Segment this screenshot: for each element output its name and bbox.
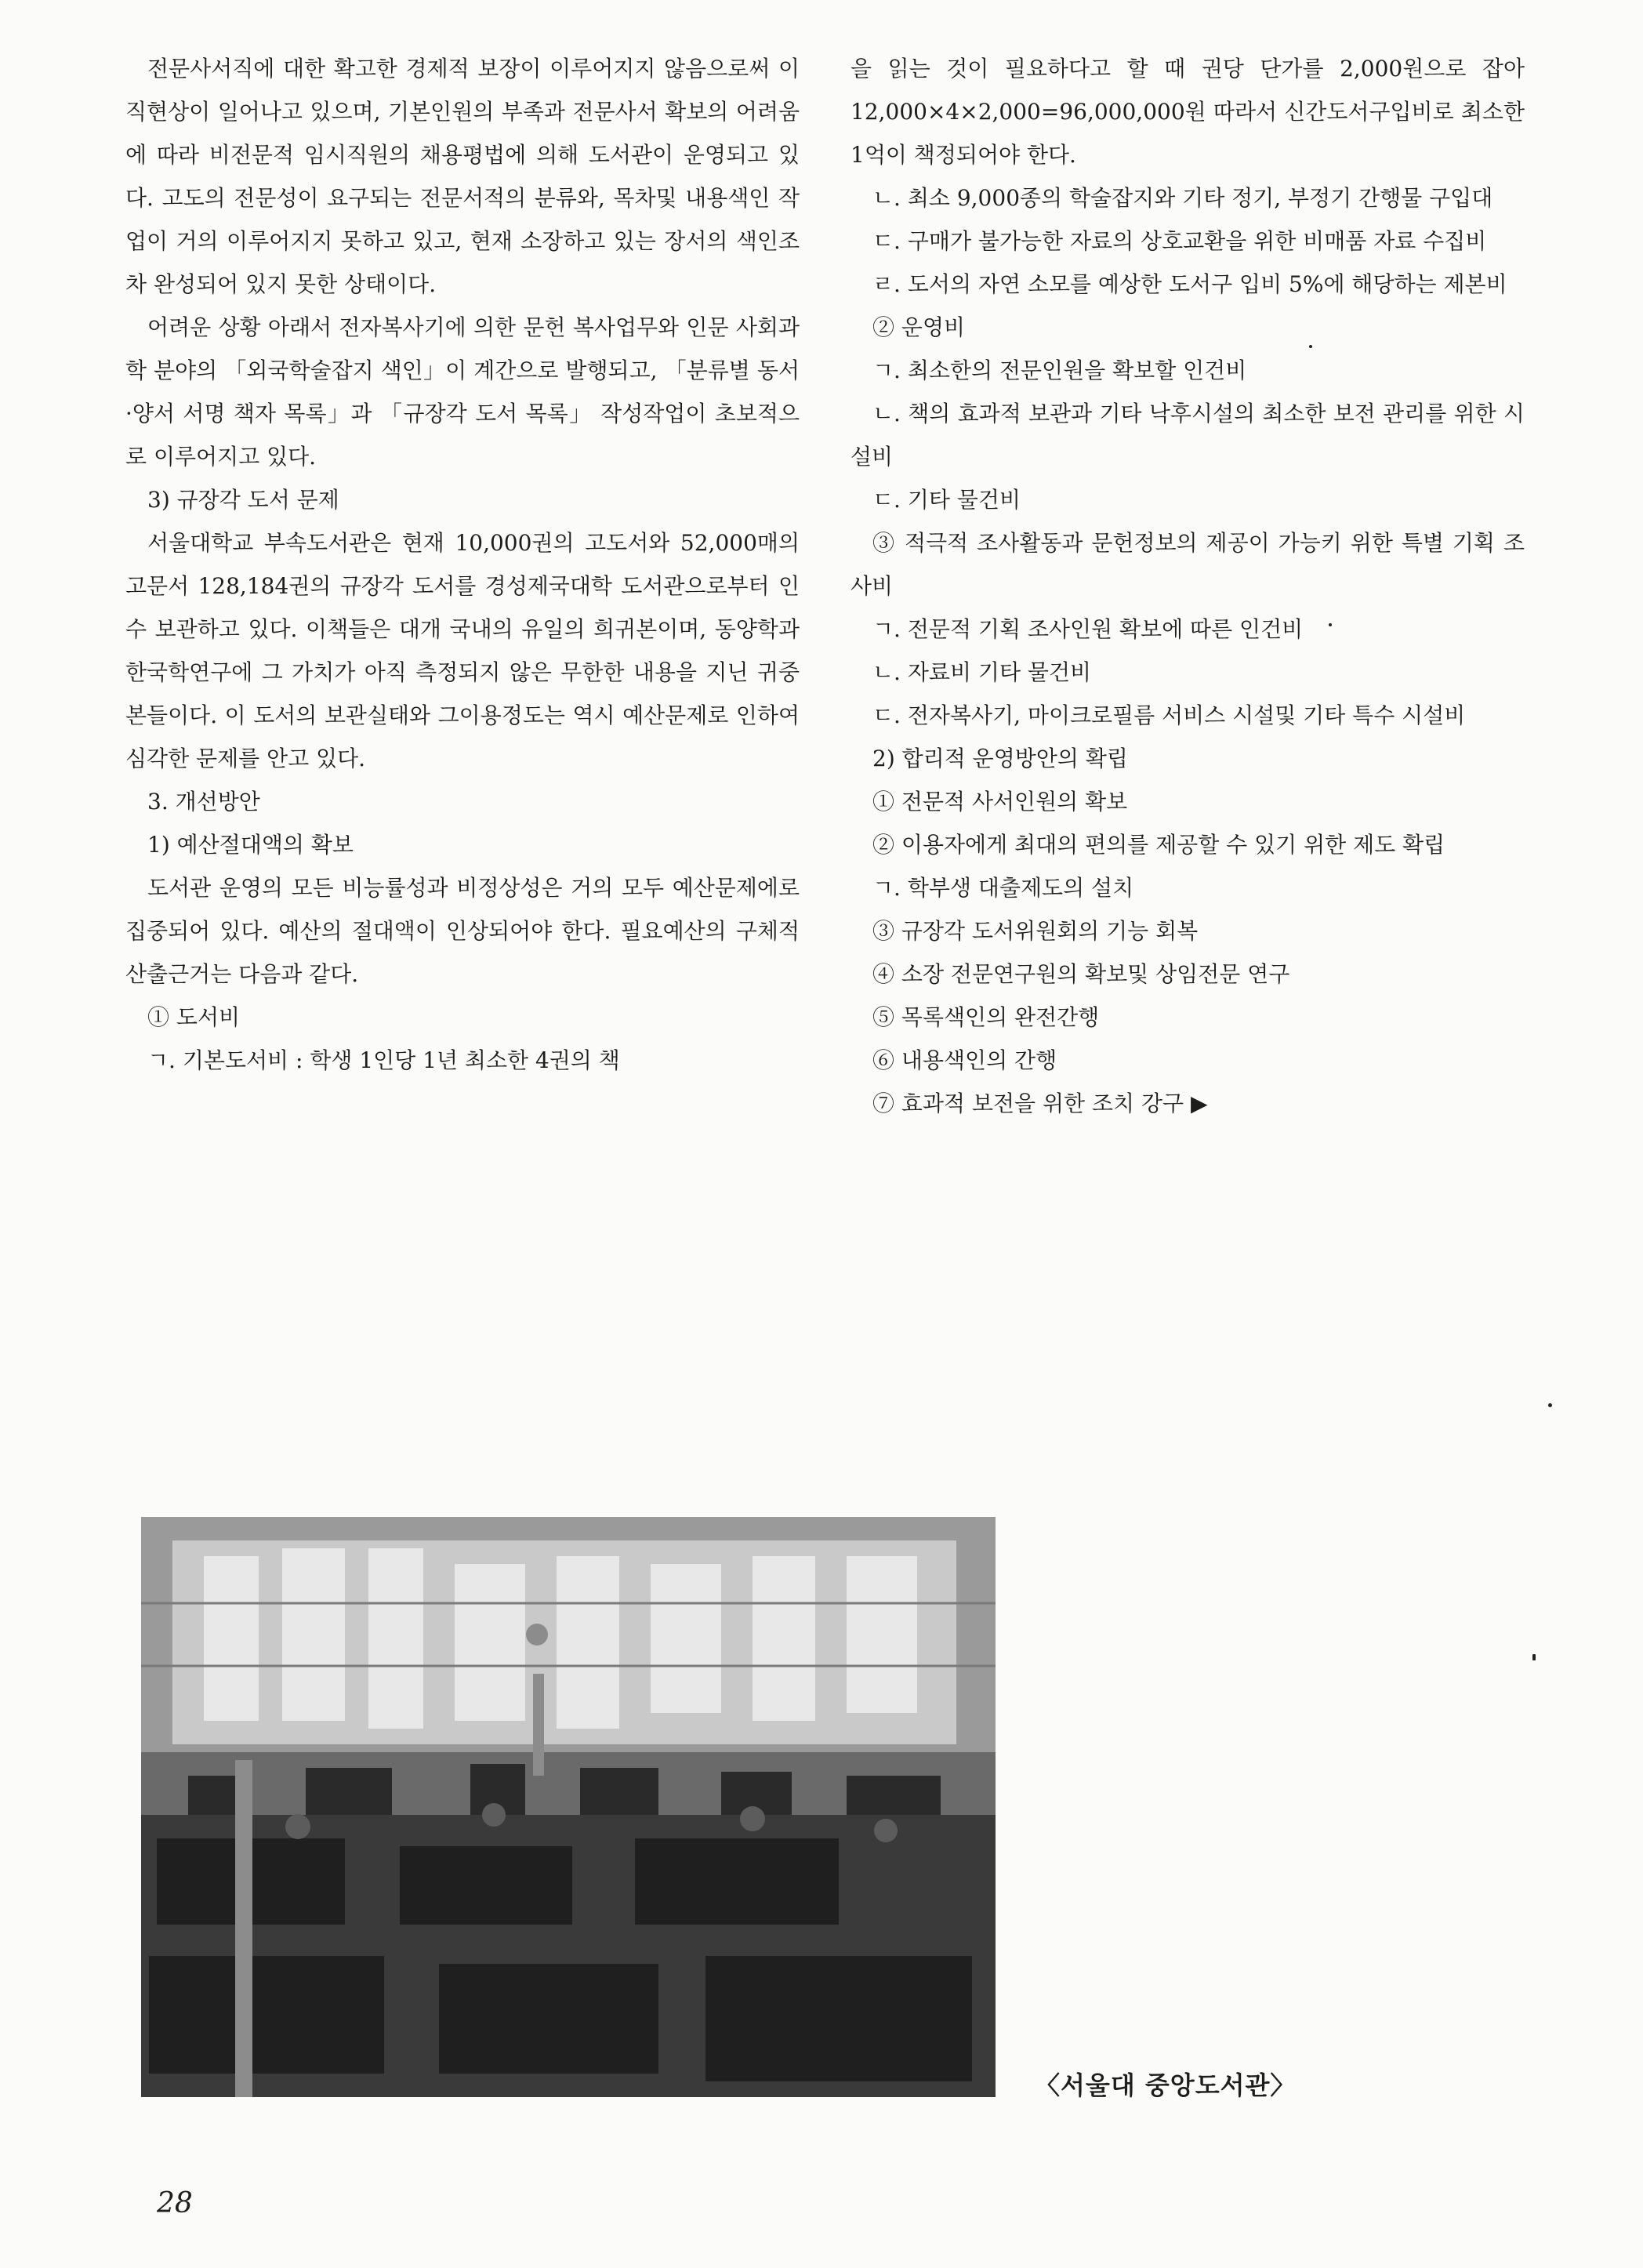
- paragraph: 전문사서직에 대한 확고한 경제적 보장이 이루어지지 않음으로써 이직현상이 일어나고 있으며, 기본인원의 부족과 전문사서 확보의 어려움에 따라 비전문적 임시직원의 채용평법에 의해 도서관이 운영되고 있다. 고도의 전문성이 요구되는 전문서적의 분류와, 목차및 내용색인 작업이 거의 이루어지지 못하고 있고, 현재 소장하고 있는 장서의 색인조차 완성되어 있지 못한 상태이다.: [125, 56, 800, 297]
- paragraph: 도서관 운영의 모든 비능률성과 비정상성은 거의 모두 예산문제에로 집중되어 있다. 예산의 절대액이 인상되어야 한다. 필요예산의 구체적 산출근거는 다음과 같다.: [125, 875, 800, 987]
- list-item: ③ 규장각 도서위원회의 기능 회복: [872, 918, 1199, 944]
- list-item: ㄴ. 책의 효과적 보관과 기타 낙후시설의 최소한 보전 관리를 위한 시설비: [851, 401, 1525, 470]
- left-column: [125, 47, 800, 1082]
- section-heading: 3. 개선방안: [147, 789, 260, 815]
- print-speck: [1329, 623, 1332, 626]
- list-item: ㄱ. 학부생 대출제도의 설치: [872, 875, 1134, 901]
- list-item: ④ 소장 전문연구원의 확보및 상임전문 연구: [872, 961, 1290, 987]
- list-item: ㄱ. 최소한의 전문인원을 확보할 인건비: [872, 357, 1247, 383]
- list-item: ㄷ. 기타 물건비: [872, 487, 1021, 513]
- section-heading: 3) 규장각 도서 문제: [147, 487, 339, 513]
- list-item: ㄴ. 최소 9,000종의 학술잡지와 기타 정기, 부정기 간행물 구입대: [872, 185, 1493, 211]
- page-number: 28: [157, 2187, 193, 2219]
- library-photo: [141, 1517, 996, 2097]
- section-heading: 1) 예산절대액의 확보: [147, 832, 354, 858]
- right-column: [851, 47, 1525, 1125]
- list-item: ⑥ 내용색인의 간행: [872, 1047, 1057, 1073]
- paragraph: 어려운 상황 아래서 전자복사기에 의한 문헌 복사업무와 인문 사회과학 분야의 「외국학술잡지 색인」이 계간으로 발행되고, 「분류별 동서·양서 서명 책자 목록」과 「규장각 도서 목록」 작성작업이 초보적으로 이루어지고 있다.: [125, 314, 800, 470]
- print-speck: [1532, 1654, 1536, 1660]
- photo-caption: 〈서울대 중앙도서관〉: [1035, 2070, 1297, 2100]
- list-item: ⑤ 목록색인의 완전간행: [872, 1004, 1100, 1030]
- list-item: ② 이용자에게 최대의 편의를 제공할 수 있기 위한 제도 확립: [872, 832, 1445, 858]
- paragraph: 서울대학교 부속도서관은 현재 10,000권의 고도서와 52,000매의 고문서 128,184권의 규장각 도서를 경성제국대학 도서관으로부터 인수 보관하고 있다. 이책들은 대개 국내의 유일의 희귀본이며, 동양학과 한국학연구에 그 가치가 아직 측정되지 않은 무한한 내용을 지닌 귀중본들이다. 이 도서의 보관실태와 그이용정도는 역시 예산문제로 인하여 심각한 문제를 안고 있다.: [125, 530, 800, 771]
- list-item: ㄱ. 전문적 기획 조사인원 확보에 따른 인건비: [872, 616, 1304, 642]
- print-speck: [1548, 1403, 1552, 1407]
- print-speck: [1309, 345, 1312, 348]
- list-item: ⑦ 효과적 보전을 위한 조치 강구 ▶: [872, 1090, 1208, 1116]
- list-item: ① 전문적 사서인원의 확보: [872, 789, 1128, 815]
- list-item: ㄷ. 구매가 불가능한 자료의 상호교환을 위한 비매품 자료 수집비: [872, 228, 1487, 254]
- list-item: ① 도서비: [147, 1004, 241, 1030]
- paragraph: 을 읽는 것이 필요하다고 할 때 권당 단가를 2,000원으로 잡아 12,000×4×2,000=96,000,000원 따라서 신간도서구입비로 최소한 1억이 책정되어야 한다.: [851, 56, 1525, 168]
- library-photo-image: [141, 1517, 996, 2097]
- section-heading: 2) 합리적 운영방안의 확립: [872, 746, 1128, 771]
- list-item: ㄷ. 전자복사기, 마이크로필름 서비스 시설및 기타 특수 시설비: [872, 702, 1466, 728]
- list-item: ② 운영비: [872, 314, 966, 340]
- list-item: ㄹ. 도서의 자연 소모를 예상한 도서구 입비 5%에 해당하는 제본비: [872, 271, 1507, 297]
- list-item: ㄱ. 기본도서비 : 학생 1인당 1년 최소한 4권의 책: [147, 1047, 620, 1073]
- list-item: ③ 적극적 조사활동과 문헌정보의 제공이 가능키 위한 특별 기획 조사비: [851, 530, 1525, 599]
- list-item: ㄴ. 자료비 기타 물건비: [872, 659, 1092, 685]
